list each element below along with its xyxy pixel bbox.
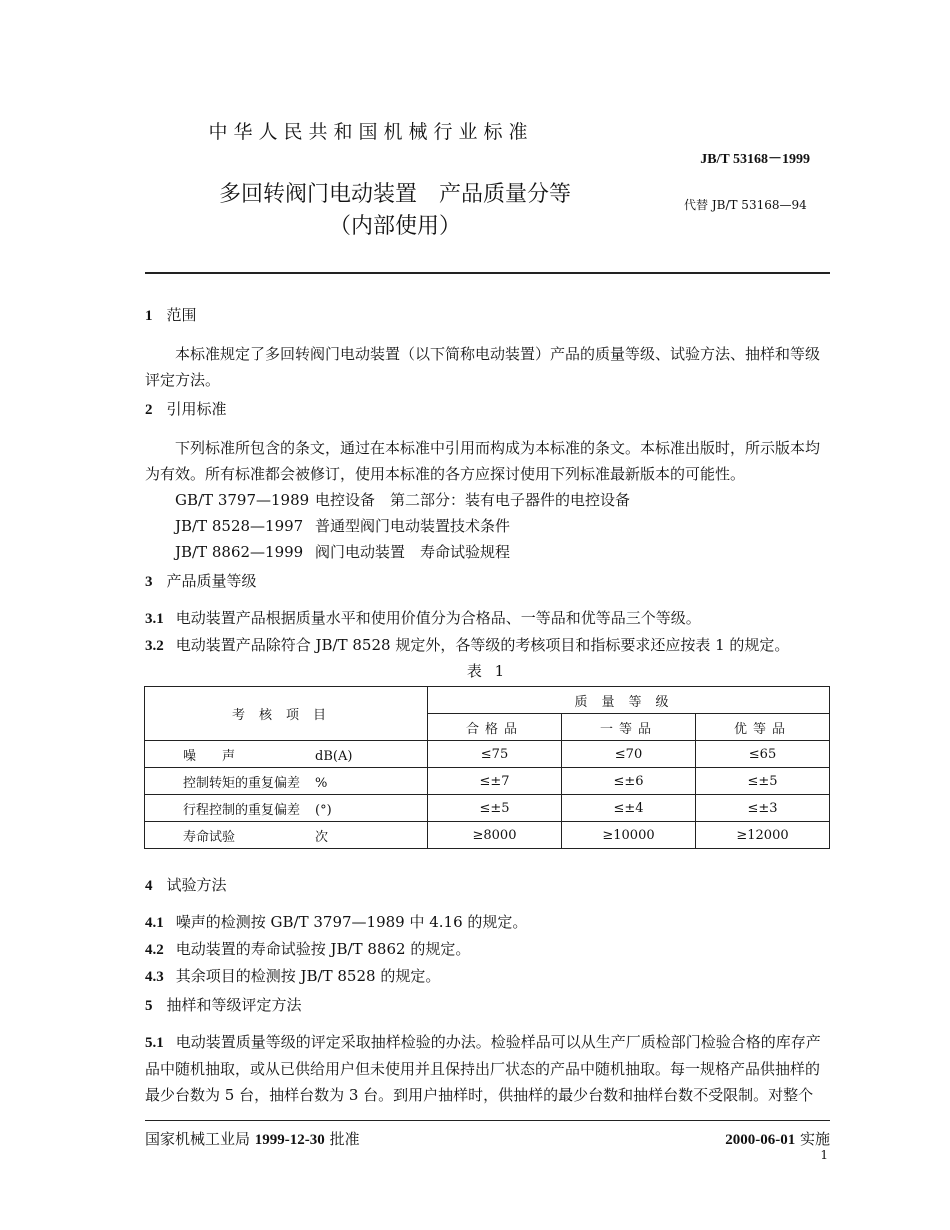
clause-text: 电动装置的寿命试验按 JB/T 8862 的规定。 <box>175 940 471 958</box>
clause-number: 3.1 <box>145 611 164 627</box>
clause-number: 3.2 <box>145 638 164 654</box>
section-title: 试验方法 <box>166 876 227 894</box>
section-number: 1 <box>145 308 153 324</box>
reference-code: JB/T 8528—1997 <box>175 517 304 535</box>
table-cell: ≥10000 <box>562 822 696 849</box>
clause-text: 电动装置产品根据质量水平和使用价值分为合格品、一等品和优等品三个等级。 <box>175 609 701 627</box>
section-2 <box>145 396 830 565</box>
table-row <box>145 741 830 768</box>
section-5 <box>145 992 830 1108</box>
section-title: 抽样和等级评定方法 <box>166 996 302 1014</box>
table-cell: ≥8000 <box>428 822 562 849</box>
grade-qualified: 合格品 <box>428 714 562 741</box>
section-number: 3 <box>145 574 153 590</box>
reference-standard <box>145 513 830 539</box>
table-cell: ≤±7 <box>428 768 562 795</box>
section-3-heading <box>145 568 830 595</box>
table-caption: 表 1 <box>466 662 509 680</box>
row-item: 噪 声 dB(A) <box>145 741 428 768</box>
row-item: 寿命试验 次 <box>145 822 428 849</box>
reference-name: 普通型阀门电动装置技术条件 <box>315 517 511 535</box>
section-4-heading <box>145 872 830 899</box>
clause-text: 噪声的检测按 GB/T 3797—1989 中 4.16 的规定。 <box>175 913 528 931</box>
section-2-paragraph: 下列标准所包含的条文，通过在本标准中引用而构成为本标准的条文。本标准出版时，所示版本均为有效。所有标准都会被修订，使用本标准的各方应探讨使用下列标准最新版本的可能性。 <box>145 439 821 483</box>
clause-4-3 <box>145 963 830 990</box>
section-1-paragraph: 本标准规定了多回转阀门电动装置（以下简称电动装置）产品的质量等级、试验方法、抽样和等级评定方法。 <box>145 345 821 389</box>
table-cell: ≤65 <box>696 741 830 768</box>
table-cell: ≤75 <box>428 741 562 768</box>
table-cell: ≤±3 <box>696 795 830 822</box>
reference-code: JB/T 8862—1999 <box>175 543 304 561</box>
section-title: 产品质量等级 <box>166 572 257 590</box>
section-1 <box>145 302 830 393</box>
standard-header: 中华人民共和国机械行业标准 <box>208 121 534 143</box>
table-cell: ≤±6 <box>562 768 696 795</box>
table-cell: ≥12000 <box>696 822 830 849</box>
standard-number: JB/T 53168－1999 <box>700 152 810 167</box>
grade-first-class: 一等品 <box>562 714 696 741</box>
clause-number: 4.1 <box>145 915 164 931</box>
table-row <box>145 795 830 822</box>
clause-3-2 <box>145 632 830 659</box>
row-item: 行程控制的重复偏差 (°) <box>145 795 428 822</box>
clause-text: 电动装置产品除符合 JB/T 8528 规定外，各等级的考核项目和指标要求还应按表 1 的规定。 <box>175 636 790 654</box>
quality-grade-table <box>144 686 830 849</box>
approving-authority: 国家机械工业局 <box>145 1130 251 1148</box>
approval-line <box>145 1128 360 1149</box>
clause-number: 5.1 <box>145 1035 164 1051</box>
header-divider <box>145 272 830 274</box>
reference-name: 阀门电动装置 寿命试验规程 <box>315 543 511 561</box>
clause-5-1 <box>145 1029 830 1108</box>
document-subtitle: （内部使用） <box>328 214 461 239</box>
section-3 <box>145 568 830 659</box>
implementation-date: 2000-06-01 <box>725 1132 796 1148</box>
grade-superior: 优等品 <box>696 714 830 741</box>
section-2-heading <box>145 396 830 423</box>
table-cell: ≤±4 <box>562 795 696 822</box>
clause-4-1 <box>145 909 830 936</box>
section-title: 范围 <box>166 306 197 324</box>
section-5-heading <box>145 992 830 1019</box>
clause-text: 其余项目的检测按 JB/T 8528 的规定。 <box>175 967 441 985</box>
reference-code: GB/T 3797—1989 <box>175 491 310 509</box>
clause-4-2 <box>145 936 830 963</box>
table-header-row <box>145 687 830 714</box>
header-grade: 质量等级 <box>428 687 830 714</box>
reference-standard <box>145 487 830 513</box>
approval-label: 批准 <box>329 1130 360 1148</box>
clause-number: 4.2 <box>145 942 164 958</box>
document-title: 多回转阀门电动装置 产品质量分等 <box>218 182 571 207</box>
replaces-note: 代替 JB/T 53168—94 <box>684 198 807 212</box>
clause-number: 4.3 <box>145 969 164 985</box>
implementation-line <box>725 1128 830 1149</box>
reference-standard <box>145 539 830 565</box>
reference-name: 电控设备 第二部分：装有电子器件的电控设备 <box>315 491 631 509</box>
implementation-label: 实施 <box>799 1130 830 1148</box>
header-item: 考核项目 <box>145 687 428 741</box>
table-row <box>145 822 830 849</box>
section-1-heading <box>145 302 830 329</box>
table-cell: ≤±5 <box>696 768 830 795</box>
page-number: 1 <box>820 1148 828 1162</box>
row-item: 控制转矩的重复偏差 % <box>145 768 428 795</box>
table-row <box>145 768 830 795</box>
table-cell: ≤±5 <box>428 795 562 822</box>
footer-divider <box>145 1120 830 1121</box>
approval-date: 1999-12-30 <box>254 1132 325 1148</box>
section-number: 4 <box>145 878 153 894</box>
section-title: 引用标准 <box>166 400 227 418</box>
table-cell: ≤70 <box>562 741 696 768</box>
section-number: 2 <box>145 402 153 418</box>
section-4 <box>145 872 830 990</box>
section-number: 5 <box>145 998 153 1014</box>
clause-3-1 <box>145 605 830 632</box>
clause-text: 电动装置质量等级的评定采取抽样检验的办法。检验样品可以从生产厂质检部门检验合格的库存产品中随机抽取，或从已供给用户但未使用并且保持出厂状态的产品中随机抽取。每一规格产品供抽样的最少台数为 5 台，抽样台数为 3 台。到用户抽样时，供抽样的最少台数和抽样台数不受限制。对整个 <box>145 1033 821 1104</box>
